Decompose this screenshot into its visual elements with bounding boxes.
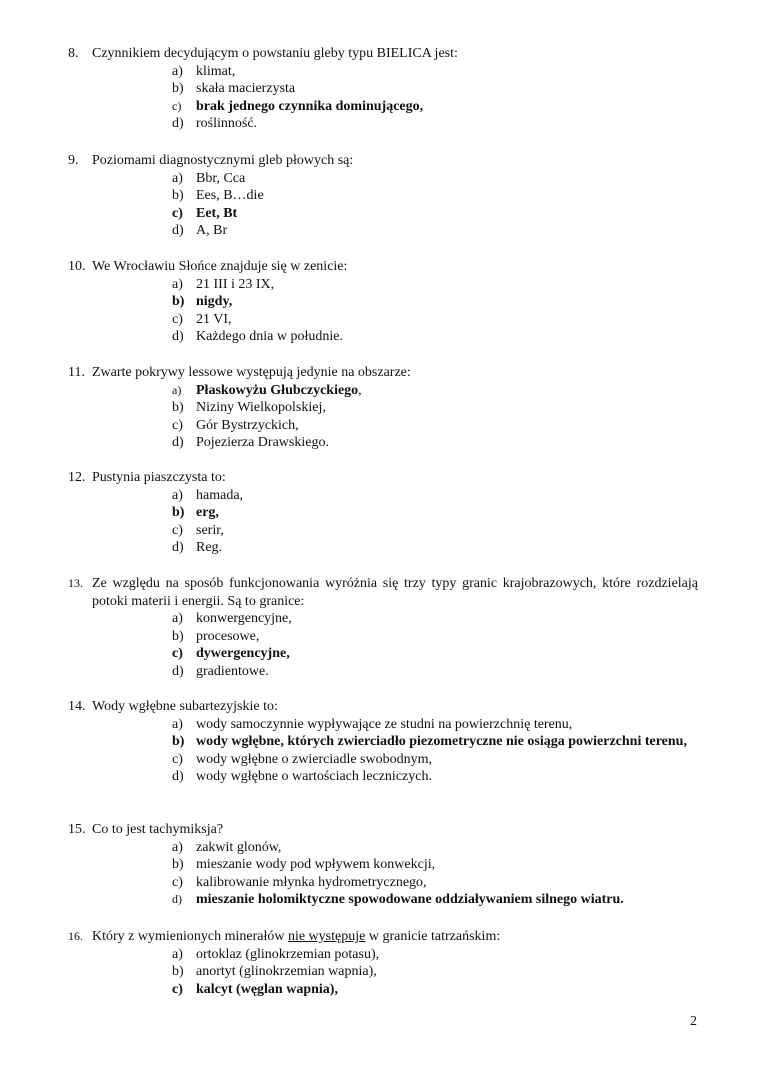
answer-text: mieszanie wody pod wpływem konwekcji,: [196, 857, 436, 872]
answer-item-correct: [172, 205, 698, 223]
page-number: 2: [690, 1014, 697, 1029]
answer-letter: b): [172, 294, 185, 309]
answer-list: [68, 716, 698, 786]
answer-text: Bbr, Cca: [196, 170, 246, 186]
question-number: 14.: [68, 699, 86, 714]
answer-letter: c): [172, 522, 183, 538]
answer-letter: b): [172, 734, 185, 749]
answer-item: [172, 311, 698, 329]
answer-punctuation: ,: [358, 382, 362, 398]
question-10: [68, 258, 698, 346]
answer-letter: c): [172, 98, 182, 113]
answer-text: Pojezierza Drawskiego.: [196, 435, 329, 450]
answer-item: [172, 874, 698, 892]
answer-letter: c): [172, 874, 183, 890]
question-text-start: Który z wymienionych minerałów: [92, 929, 285, 944]
answer-item-correct: [172, 382, 698, 400]
answer-text: wody wgłębne o zwierciadle swobodnym,: [196, 751, 432, 767]
answer-item: [172, 170, 698, 188]
question-15: [68, 821, 698, 909]
answer-text: zakwit glonów,: [196, 839, 282, 855]
answer-letter: c): [172, 311, 183, 327]
question-16: [68, 928, 698, 998]
answer-letter: d): [172, 223, 184, 238]
question-text: We Wrocławiu Słońce znajduje się w zenicie:: [92, 259, 348, 274]
answer-letter: b): [172, 505, 185, 520]
answer-letter: b): [172, 857, 184, 872]
question-text-emphasis: nie występuje: [287, 929, 366, 944]
answer-letter: d): [172, 329, 184, 344]
question-text-end: w granicie tatrzańskim:: [368, 929, 501, 944]
answer-letter: b): [172, 188, 184, 203]
answer-list: [68, 946, 698, 999]
answer-item: [172, 768, 698, 786]
answer-text: Płaskowyżu Głubczyckiego: [196, 382, 359, 398]
question-number: 10.: [68, 259, 86, 274]
answer-text: mieszanie holomiktyczne spowodowane oddziaływaniem silnego wiatru.: [196, 892, 624, 907]
answer-text: serir,: [196, 522, 224, 538]
answer-letter: a): [172, 946, 183, 962]
answer-letter: b): [172, 964, 184, 979]
question-text: [92, 928, 698, 946]
answer-item-correct: [172, 293, 698, 311]
question-number: 13.: [68, 576, 83, 590]
answer-text: wody samoczynnie wypływające ze studni na powierzchnię terenu,: [196, 716, 573, 732]
answer-letter: b): [172, 400, 184, 415]
question-12: [68, 469, 698, 557]
answer-text: wody wgłębne o wartościach leczniczych.: [196, 769, 432, 784]
answer-letter: d): [172, 540, 184, 555]
answer-item: [172, 539, 698, 557]
answer-letter: a): [172, 487, 183, 503]
answer-letter: c): [172, 981, 183, 997]
answer-text: hamada,: [196, 487, 244, 503]
answer-letter: c): [172, 205, 183, 221]
answer-letter: c): [172, 751, 183, 767]
answer-letter: a): [172, 63, 183, 79]
answer-item: [172, 434, 698, 452]
answer-letter: a): [172, 839, 183, 855]
answer-item-correct: [172, 98, 698, 116]
question-11: [68, 364, 698, 452]
answer-letter: a): [172, 716, 183, 732]
answer-item: [172, 487, 698, 505]
answer-item: [172, 399, 698, 417]
answer-list: [68, 63, 698, 133]
answer-letter: d): [172, 663, 184, 679]
answer-list: [68, 839, 698, 909]
answer-item-correct: [172, 981, 698, 999]
question-9: [68, 152, 698, 240]
answer-text: brak jednego czynnika dominującego,: [196, 98, 424, 114]
question-13: [68, 575, 698, 680]
answer-text: ortoklaz (glinokrzemian potasu),: [196, 946, 380, 962]
answer-text: konwergencyjne,: [196, 611, 292, 626]
answer-letter: b): [172, 81, 184, 96]
question-number: 9.: [68, 153, 79, 168]
answer-letter: d): [172, 769, 184, 784]
answer-item: [172, 522, 698, 540]
answer-text: Każdego dnia w południe.: [196, 329, 343, 344]
answer-list: [68, 382, 698, 452]
answer-letter: a): [172, 611, 183, 626]
answer-item: [172, 63, 698, 81]
answer-item: [172, 856, 698, 874]
answer-item: [172, 946, 698, 964]
answer-text: Ees, B…die: [196, 188, 264, 203]
question-14: [68, 698, 698, 786]
answer-item: [172, 628, 698, 646]
answer-text: erg,: [196, 505, 219, 520]
answer-letter: a): [172, 170, 183, 186]
answer-item: [172, 276, 698, 294]
answer-item: [172, 222, 698, 240]
question-text: Czynnikiem decydującym o powstaniu gleby typu BIELICA jest:: [92, 46, 458, 61]
question-number: 12.: [68, 470, 86, 485]
answer-text: Gór Bystrzyckich,: [196, 417, 299, 433]
answer-letter: d): [172, 435, 184, 450]
answer-text: klimat,: [196, 63, 236, 79]
question-text: Wody wgłębne subartezyjskie to:: [92, 699, 278, 714]
question-text: Pustynia piaszczysta to:: [92, 470, 226, 485]
answer-text: kalcyt (węglan wapnia),: [196, 981, 338, 997]
answer-letter: a): [172, 276, 183, 292]
answer-letter: b): [172, 628, 184, 644]
answer-text: 21 III i 23 IX,: [196, 276, 275, 292]
answer-item: [172, 187, 698, 205]
answer-list: [68, 610, 698, 680]
answer-item-correct: [172, 645, 698, 663]
answer-text: Eet, Bt: [196, 205, 238, 221]
answer-text: A, Br: [196, 223, 228, 238]
answer-letter: d): [172, 116, 184, 131]
answer-text: anortyt (glinokrzemian wapnia),: [196, 964, 377, 979]
answer-item: [172, 610, 698, 628]
answer-text: dywergencyjne,: [196, 646, 290, 661]
answer-text: skała macierzysta: [196, 81, 296, 96]
answer-item: [172, 80, 698, 98]
question-8: [68, 45, 698, 133]
answer-text: kalibrowanie młynka hydrometrycznego,: [196, 874, 427, 890]
answer-item-correct: [172, 504, 698, 522]
answer-item: [172, 716, 698, 734]
answer-text: nigdy,: [196, 294, 233, 309]
answer-text: Reg.: [196, 540, 223, 555]
answer-item-correct: [172, 891, 698, 909]
question-number: 8.: [68, 46, 79, 61]
answer-list: [68, 276, 698, 346]
answer-letter: a): [172, 382, 182, 397]
question-number: 11.: [68, 365, 85, 380]
question-text: Zwarte pokrywy lessowe występują jedynie na obszarze:: [92, 365, 411, 380]
answer-letter: c): [172, 417, 183, 433]
answer-letter: d): [172, 892, 182, 906]
answer-letter: c): [172, 646, 183, 661]
question-number: 16.: [68, 929, 83, 943]
answer-item: [172, 751, 698, 769]
answer-list: [68, 487, 698, 557]
question-text: Co to jest tachymiksja?: [92, 822, 224, 837]
answer-item: [172, 963, 698, 981]
question-number: 15.: [68, 822, 86, 837]
answer-list: [68, 170, 698, 240]
answer-text: 21 VI,: [196, 311, 232, 327]
answer-text: wody wgłębne, których zwierciadło piezometryczne nie osiąga powierzchni terenu,: [196, 734, 687, 749]
question-text: Poziomami diagnostycznymi gleb płowych są:: [92, 153, 354, 168]
answer-item: [172, 839, 698, 857]
answer-item: [172, 328, 698, 346]
answer-item: [172, 115, 698, 133]
answer-text: Niziny Wielkopolskiej,: [196, 400, 326, 415]
answer-text: gradientowe.: [196, 663, 269, 679]
answer-item-correct: [172, 733, 698, 751]
answer-text: procesowe,: [196, 628, 260, 644]
question-text: Ze względu na sposób funkcjonowania wyróżnia się trzy typy granic krajobrazowych, które rozdzielają potoki materii i energii. Są to granice:: [92, 576, 698, 609]
answer-item: [172, 417, 698, 435]
answer-text: roślinność.: [196, 116, 258, 131]
answer-item: [172, 663, 698, 681]
